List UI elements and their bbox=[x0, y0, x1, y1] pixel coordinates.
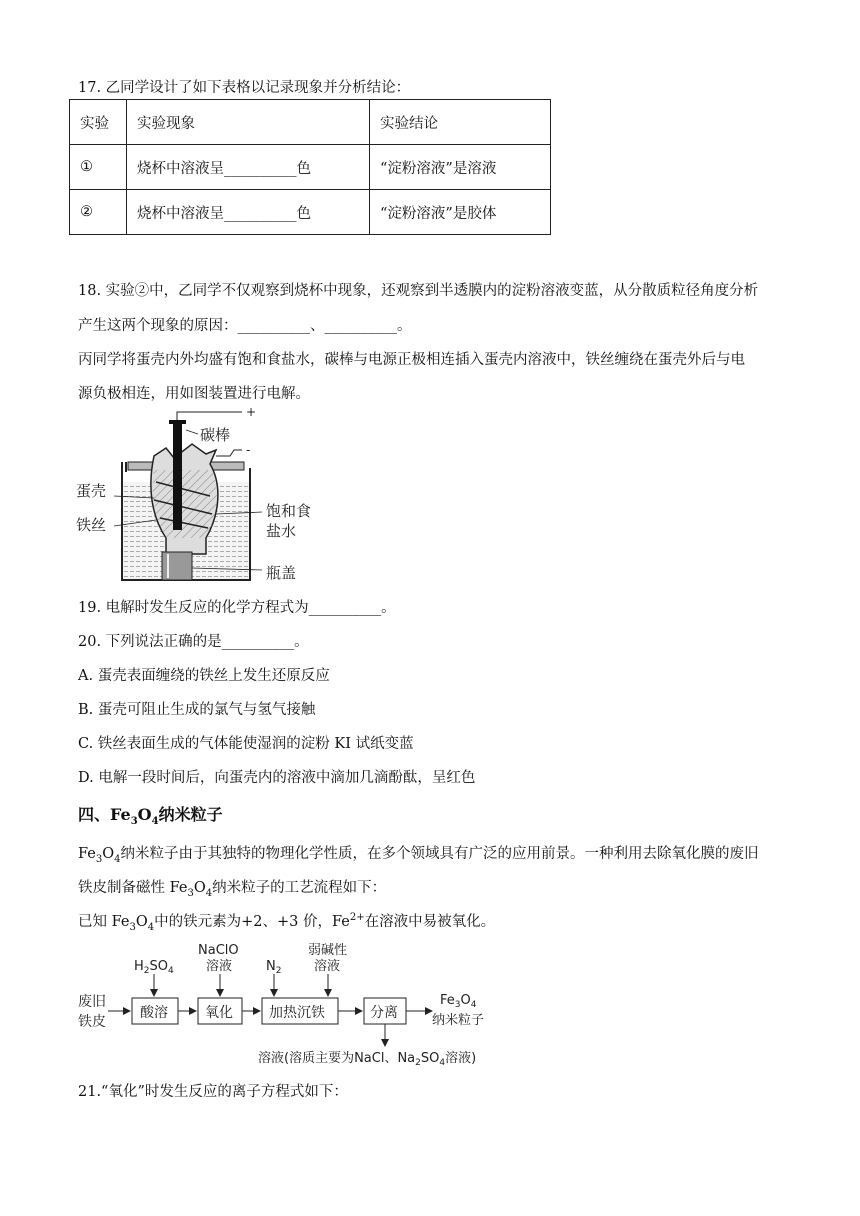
known-line: 已知 $Fe_3O_4$中的铁元素为+2、+3 价，$Fe^{2+}$在溶液中易被氧化。 bbox=[78, 912, 496, 933]
option-b: B. 蛋壳可阻止生成的氯气与氢气接触 bbox=[78, 702, 316, 718]
byproduct-solution: 溶液(溶质主要为NaCl、$Na_2SO_4$溶液) bbox=[258, 1051, 477, 1068]
table-row bbox=[70, 190, 551, 235]
reagent-h2so4: $H_2SO_4$ bbox=[134, 959, 174, 976]
table-cell: ② bbox=[70, 190, 127, 235]
step-heat-precipitate: 加热沉铁 bbox=[269, 1005, 325, 1021]
table-header-cell: 实验 bbox=[70, 100, 127, 145]
bottle-cap-label: 瓶盖 bbox=[266, 564, 297, 582]
product-fe3o4: $Fe_3O_4$ bbox=[440, 993, 477, 1010]
question-20: 20. 下列说法正确的是__________。 bbox=[78, 634, 309, 650]
experiment-table bbox=[69, 99, 551, 235]
question-18-line-1: 18. 实验②中，乙同学不仅观察到烧杯中现象，还观察到半透膜内的淀粉溶液变蓝，从分散质粒径角度分析 bbox=[78, 283, 759, 299]
table-header-cell: 实验结论 bbox=[370, 100, 551, 145]
option-d: D. 电解一段时间后，向蛋壳内的溶液中滴加几滴酚酞，呈红色 bbox=[78, 770, 476, 786]
plus-sign: + bbox=[246, 405, 257, 419]
paragraph-line-2: 源负极相连，用如图装置进行电解。 bbox=[78, 386, 310, 402]
question-18-line-2: 产生这两个现象的原因：__________、__________。 bbox=[78, 318, 412, 334]
reagent-n2: $N_2$ bbox=[266, 959, 282, 976]
intro-line-1: $Fe_3O_4$纳米粒子由于其独特的物理化学性质，在多个领域具有广泛的应用前景。一种利用去除氧化膜的废旧 bbox=[78, 846, 759, 865]
table-cell: “淀粉溶液”是胶体 bbox=[370, 190, 551, 235]
reagent-naclo-2: 溶液 bbox=[206, 959, 233, 974]
reagent-naclo-1: NaClO bbox=[198, 943, 239, 958]
minus-sign: - bbox=[246, 443, 251, 457]
table-header-cell: 实验现象 bbox=[127, 100, 370, 145]
question-19: 19. 电解时发生反应的化学方程式为__________。 bbox=[78, 600, 396, 616]
option-a: A. 蛋壳表面缠绕的铁丝上发生还原反应 bbox=[78, 668, 330, 684]
paragraph-line-1: 丙同学将蛋壳内外均盛有饱和食盐水，碳棒与电源正极相连插入蛋壳内溶液中，铁丝缠绕在蛋壳外后与电 bbox=[78, 352, 745, 368]
carbon-rod-label: 碳棒 bbox=[200, 426, 231, 444]
table-cell: 烧杯中溶液呈__________色 bbox=[127, 145, 370, 190]
table-cell: “淀粉溶液”是溶液 bbox=[370, 145, 551, 190]
section-heading: 四、$Fe_3O_4$纳米粒子 bbox=[78, 805, 223, 828]
question-21: 21.“氧化”时发生反应的离子方程式如下： bbox=[78, 1084, 348, 1100]
saltwater-label-1: 饱和食 bbox=[266, 502, 312, 520]
option-c: C. 铁丝表面生成的气体能使湿润的淀粉 KI 试纸变蓝 bbox=[78, 736, 414, 752]
saltwater-label-2: 盐水 bbox=[266, 522, 297, 540]
raw-material-label-2: 铁皮 bbox=[78, 1014, 106, 1030]
step-acid-dissolve: 酸溶 bbox=[140, 1005, 168, 1021]
table-cell: ① bbox=[70, 145, 127, 190]
raw-material-label-1: 废旧 bbox=[78, 994, 106, 1010]
iron-wire-label: 铁丝 bbox=[76, 516, 107, 534]
step-oxidize: 氧化 bbox=[205, 1005, 233, 1021]
electrolysis-figure bbox=[70, 404, 330, 586]
question-17: 17. 乙同学设计了如下表格以记录现象并分析结论： bbox=[78, 80, 411, 96]
intro-line-2: 铁皮制备磁性 $Fe_3O_4$纳米粒子的工艺流程如下： bbox=[78, 880, 387, 899]
table-cell: 烧杯中溶液呈__________色 bbox=[127, 190, 370, 235]
product-nanoparticle: 纳米粒子 bbox=[432, 1013, 485, 1028]
table-row bbox=[70, 145, 551, 190]
reagent-weak-base-1: 弱碱性 bbox=[308, 943, 348, 958]
reagent-weak-base-2: 溶液 bbox=[314, 959, 341, 974]
eggshell-label: 蛋壳 bbox=[76, 482, 107, 500]
process-flow-diagram bbox=[76, 938, 516, 1070]
table-header-row bbox=[70, 100, 551, 145]
step-separate: 分离 bbox=[370, 1005, 398, 1021]
